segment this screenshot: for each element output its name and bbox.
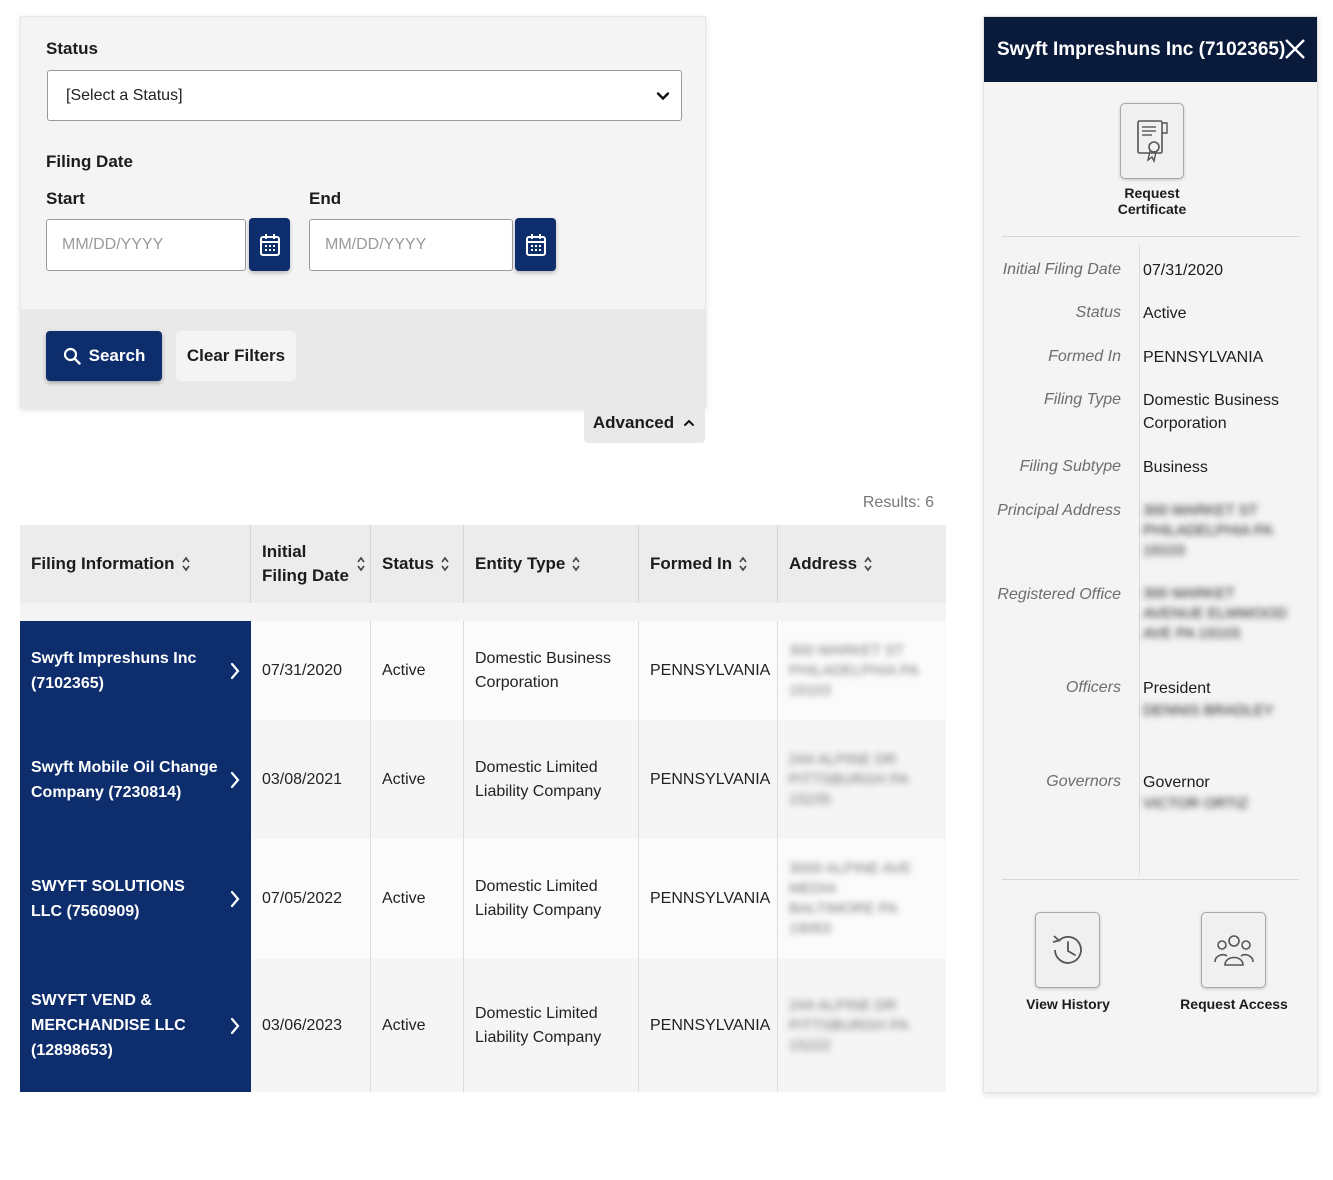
address-text: 300 MARKET ST PHILADELPHIA PA 19103 xyxy=(789,641,918,699)
chevron-right-icon xyxy=(229,889,241,909)
address-cell xyxy=(778,959,946,1092)
results-count: Results: 6 xyxy=(862,494,934,511)
filing-date-label: Filing Date xyxy=(46,152,133,171)
address-cell xyxy=(778,839,946,959)
entity-detail-panel xyxy=(983,16,1318,1093)
status-select-value: [Select a Status] xyxy=(66,86,183,104)
principal-address-value: 300 MARKET ST PHILADELPHIA PA 19103 xyxy=(1143,502,1272,559)
filing-information-cell[interactable] xyxy=(20,720,251,839)
entity-type-cell: Domestic Limited Liability Company xyxy=(464,839,639,959)
governors-name: VICTOR ORTIZ xyxy=(1143,795,1249,812)
results-table xyxy=(20,525,946,1092)
sort-icon xyxy=(356,555,366,573)
status-cell: Active xyxy=(371,839,464,959)
search-icon xyxy=(63,347,81,365)
principal-address-label: Principal Address xyxy=(997,502,1121,519)
column-header-initial-filing-date[interactable] xyxy=(251,525,371,603)
chevron-down-icon xyxy=(655,88,671,104)
filter-actions xyxy=(21,309,705,409)
initial-filing-date-cell: 03/06/2023 xyxy=(251,959,371,1092)
address-text: 3000 ALPINE AVE MEDIA BALTIMORE PA 19063 xyxy=(789,860,912,937)
view-history-button[interactable] xyxy=(1035,912,1100,988)
column-header-entity-type[interactable] xyxy=(464,525,639,603)
filing-information-cell[interactable] xyxy=(20,621,251,720)
detail-header xyxy=(984,17,1317,82)
filing-name: SWYFT SOLUTIONS LLC (7560909) xyxy=(31,878,185,920)
start-date-input[interactable] xyxy=(46,219,246,271)
column-header-formed-in[interactable] xyxy=(639,525,778,603)
divider xyxy=(1002,879,1299,880)
table-row[interactable] xyxy=(20,959,946,1092)
filing-type-value: Domestic Business Corporation xyxy=(1143,392,1280,432)
calendar-icon xyxy=(525,233,547,257)
formed-in-value: PENNSYLVANIA xyxy=(1143,349,1264,366)
chevron-up-icon xyxy=(682,416,696,430)
chevron-right-icon xyxy=(229,1016,241,1036)
search-button[interactable] xyxy=(46,331,162,381)
formed-in-cell: PENNSYLVANIA xyxy=(639,839,778,959)
sort-icon xyxy=(863,555,873,573)
request-access-label: Request Access xyxy=(1180,996,1288,1012)
filing-type-label: Filing Type xyxy=(1043,391,1121,408)
sort-icon xyxy=(738,555,748,573)
header-spacer xyxy=(20,603,946,621)
start-date-placeholder: MM/DD/YYYY xyxy=(62,236,164,253)
address-text: 244 ALPINE DR PITTSBURGH PA 15222 xyxy=(789,996,908,1054)
status-cell: Active xyxy=(371,621,464,720)
registered-office-label: Registered Office xyxy=(997,586,1121,603)
users-group-icon xyxy=(1211,929,1257,971)
initial-filing-date-value: 07/31/2020 xyxy=(1143,262,1224,279)
status-label: Status xyxy=(46,39,98,58)
chevron-right-icon xyxy=(229,661,241,681)
governors-label: Governors xyxy=(1046,773,1121,790)
status-select[interactable] xyxy=(47,70,682,121)
column-label: Initial Filing Date xyxy=(262,542,349,585)
search-button-label: Search xyxy=(88,346,146,365)
certificate-icon xyxy=(1132,117,1172,165)
table-row[interactable] xyxy=(20,720,946,839)
end-calendar-button[interactable] xyxy=(515,218,556,271)
sort-icon xyxy=(181,555,191,573)
request-access-button[interactable] xyxy=(1201,912,1266,988)
filing-information-cell[interactable] xyxy=(20,959,251,1092)
table-row[interactable] xyxy=(20,839,946,959)
clear-filters-button[interactable]: Clear Filters xyxy=(176,331,296,381)
end-date-placeholder: MM/DD/YYYY xyxy=(325,236,427,253)
entity-type-cell: Domestic Limited Liability Company xyxy=(464,959,639,1092)
registered-office-value: 300 MARKET AVENUE ELMWOOD AVE PA 19103 xyxy=(1143,585,1287,642)
column-header-status[interactable] xyxy=(371,525,464,603)
initial-filing-date-cell: 03/08/2021 xyxy=(251,720,371,839)
request-certificate-button[interactable] xyxy=(1120,103,1184,179)
status-label: Status xyxy=(1075,304,1121,321)
sort-icon xyxy=(440,555,450,573)
calendar-icon xyxy=(259,233,281,257)
entity-type-cell: Domestic Business Corporation xyxy=(464,621,639,720)
filing-name: Swyft Impreshuns Inc (7102365) xyxy=(31,649,197,692)
table-row[interactable] xyxy=(20,621,946,720)
formed-in-cell: PENNSYLVANIA xyxy=(639,959,778,1092)
column-label: Filing Information xyxy=(31,554,175,573)
table-header xyxy=(20,525,946,603)
filing-name: SWYFT VEND & MERCHANDISE LLC (12898653) xyxy=(31,992,186,1059)
column-header-filing-information[interactable] xyxy=(20,525,251,603)
officers-name: DENNIS BRADLEY xyxy=(1143,702,1274,719)
start-label: Start xyxy=(46,189,85,208)
formed-in-cell: PENNSYLVANIA xyxy=(639,621,778,720)
column-divider xyxy=(1139,245,1140,875)
filing-subtype-label: Filing Subtype xyxy=(1019,458,1121,475)
initial-filing-date-label: Initial Filing Date xyxy=(1002,261,1121,278)
view-history-label: View History xyxy=(1026,996,1110,1012)
filter-panel xyxy=(20,16,706,408)
column-label: Formed In xyxy=(650,554,733,573)
address-cell xyxy=(778,720,946,839)
column-label: Address xyxy=(789,554,858,573)
start-calendar-button[interactable] xyxy=(249,218,290,271)
column-label: Status xyxy=(382,554,434,573)
history-icon xyxy=(1047,929,1089,971)
status-cell: Active xyxy=(371,959,464,1092)
initial-filing-date-cell: 07/31/2020 xyxy=(251,621,371,720)
status-cell: Active xyxy=(371,720,464,839)
divider xyxy=(1002,236,1299,237)
end-date-input[interactable] xyxy=(309,219,513,271)
sort-icon xyxy=(571,555,581,573)
filing-name: Swyft Mobile Oil Change Company (7230814) xyxy=(31,758,218,801)
end-label: End xyxy=(309,189,342,208)
column-label: Entity Type xyxy=(475,554,566,573)
advanced-toggle[interactable] xyxy=(584,403,705,443)
detail-title: Swyft Impreshuns Inc (7102365) xyxy=(997,38,1286,60)
officers-label: Officers xyxy=(1065,679,1121,696)
address-text: 244 ALPINE DR PITTSBURGH PA 15235 xyxy=(789,750,908,808)
address-cell xyxy=(778,621,946,720)
entity-type-cell: Domestic Limited Liability Company xyxy=(464,720,639,839)
officers-value: President xyxy=(1143,680,1211,697)
column-header-address[interactable] xyxy=(778,525,946,603)
formed-in-label: Formed In xyxy=(1048,348,1121,365)
close-icon[interactable] xyxy=(1283,37,1307,61)
chevron-right-icon xyxy=(229,770,241,790)
filing-subtype-value: Business xyxy=(1143,459,1208,476)
status-value: Active xyxy=(1143,305,1187,322)
governors-value: Governor xyxy=(1143,774,1210,791)
formed-in-cell: PENNSYLVANIA xyxy=(639,720,778,839)
filing-information-cell[interactable] xyxy=(20,839,251,959)
advanced-label: Advanced xyxy=(592,413,675,432)
initial-filing-date-cell: 07/05/2022 xyxy=(251,839,371,959)
request-certificate-label: Request Certificate xyxy=(1117,185,1187,217)
